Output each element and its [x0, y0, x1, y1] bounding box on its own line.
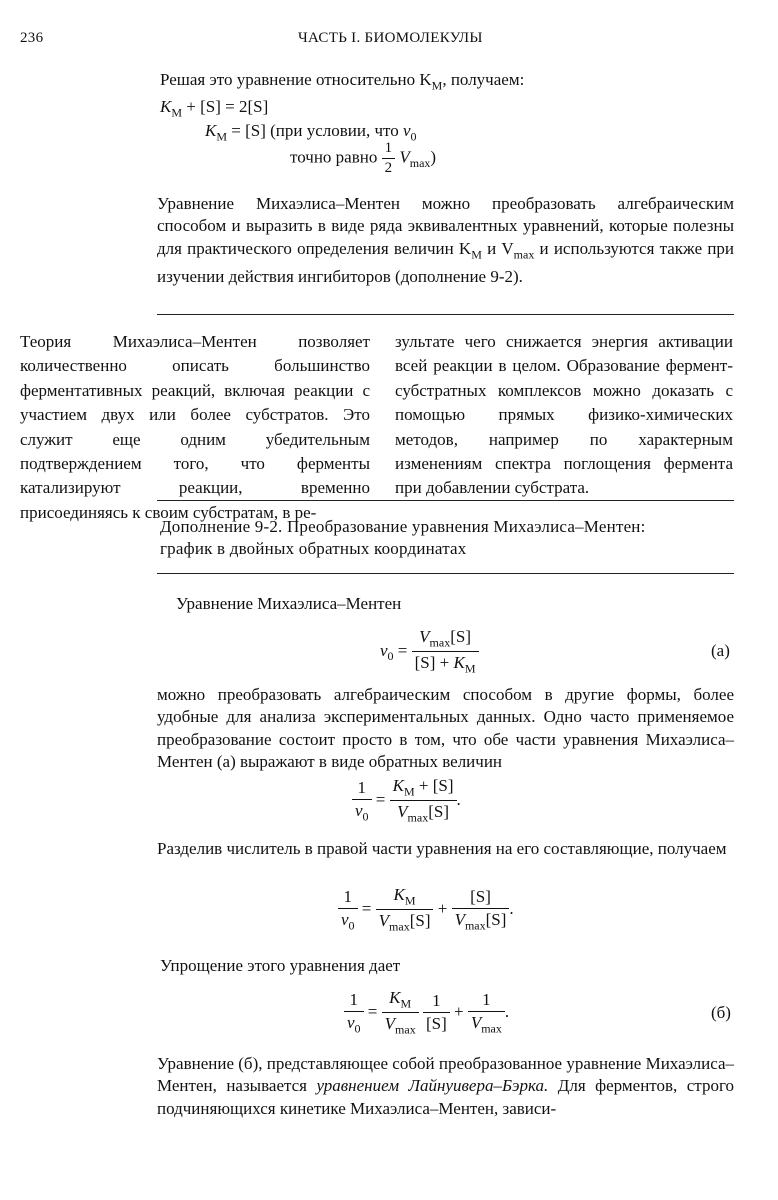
page-number: 236 — [20, 30, 44, 46]
top-paragraph: Уравнение Михаэлиса–Ментен можно преобразовать алгебраическим способом и выразить в виде ряда эквивалентных уравнений, которые полезны для практического определения величин $K_M$ и $V_{max}$ и используются также при изучении действия ингибиторов (дополнение 9-2). — [157, 194, 735, 286]
equation-km-plus-s: $K_M + [S] = 2[S]$ — [160, 97, 269, 120]
divider-rule — [157, 573, 734, 574]
summary-right-column: зультате чего снижается энергия активации всей реакции в целом. Образование фермент-субстратных комплексов можно доказать с помощью прямых физико-химических методов, например по характерным изменениям спектра поглощения фермента при добавлении субстрата. — [395, 332, 733, 498]
box-subtitle: график в двойных обратных координатах — [160, 539, 467, 558]
equation-a-tag: (а) — [711, 641, 730, 660]
box-title: Дополнение 9-2. Преобразование уравнения Михаэлиса–Ментен: — [160, 517, 646, 536]
equation-a: $v_0$ = $\frac{V_{max}[S]}{[S] + K_M}$ — [380, 627, 479, 677]
fraction: $\frac{1}{v_0}$ — [352, 778, 372, 824]
fraction: $\frac{1}{v_0}$ — [344, 990, 364, 1036]
box-paragraph-1: Уравнение Михаэлиса–Ментен — [176, 594, 402, 613]
fraction: $\frac{1}{[S]}$ — [423, 991, 450, 1034]
box-paragraph-3: Разделив числитель в правой части уравнения на его составляющие, получаем — [157, 839, 727, 858]
fraction: $\frac{V_{max}[S]}{[S] + K_M}$ — [412, 627, 479, 677]
fraction: $\frac{1}{V_{max}}$ — [468, 990, 505, 1036]
equation-condition: точно равно $\frac{1}{2}$ $V_{max}$) — [290, 140, 437, 176]
divider-rule — [157, 314, 734, 315]
running-title: ЧАСТЬ I. БИОМОЛЕКУЛЫ — [298, 30, 483, 46]
fraction-one-half: $\frac{1}{2}$ — [382, 140, 396, 177]
fraction: $\frac{[S]}{V_{max}[S]}$ — [452, 887, 510, 933]
divider-rule — [157, 500, 734, 501]
equation-reciprocal: $\frac{1}{v_0}$ = $\frac{K_M + [S]}{V_{max}[S]}$ . — [352, 776, 461, 826]
equation-split: $\frac{1}{v_0}$ = $\frac{K_M}{V_{max}[S]}$ + $\frac{[S]}{V_{max}[S]}$ . — [338, 885, 514, 935]
box-paragraph-2: можно преобразовать алгебраическим способом в другие формы, более удобные для анализа экспериментальных данных. Одно часто применяемое преобразование состоит просто в том, что обе части уравнения Михаэлиса–Ментен (а) выражают в виде обратных величин — [157, 685, 734, 772]
box-paragraph-4: Упрощение этого уравнения дает — [160, 956, 401, 975]
equation-b: $\frac{1}{v_0}$ = $\frac{K_M}{V_{max}}$ $\frac{1}{[S]}$ + $\frac{1}{V_{max}}$ . — [344, 988, 509, 1038]
fraction: $\frac{K_M + [S]}{V_{max}[S]}$ — [390, 776, 457, 826]
fraction: $\frac{K_M}{V_{max}[S]}$ — [376, 885, 434, 935]
intro-line: Решая это уравнение относительно $K_M$, получаем: — [160, 70, 525, 93]
summary-left-column: Теория Михаэлиса–Ментен позволяет количественно описать большинство ферментативных реакций, включая реакции с участием двух или более субстратов. Это служит еще одним убедительным подтверждением того, что ферменты катализируют реакции, временно присоединяясь к своим субстратам, в ре- — [20, 332, 370, 522]
box-paragraph-5: Уравнение (б), представляющее собой преобразованное уравнение Михаэлиса–Ментен, называется уравнением Лайнуивера–Бэрка. Для ферментов, строго подчиняющихся кинетике Михаэлиса–Ментен, зависи- — [157, 1054, 734, 1118]
equation-b-tag: (б) — [711, 1003, 731, 1022]
equation-km-equals-s: $K_M = [S]$ (при условии, что $v_0$ — [205, 121, 417, 144]
fraction: $\frac{K_M}{V_{max}}$ — [382, 988, 419, 1038]
fraction: $\frac{1}{v_0}$ — [338, 887, 358, 933]
